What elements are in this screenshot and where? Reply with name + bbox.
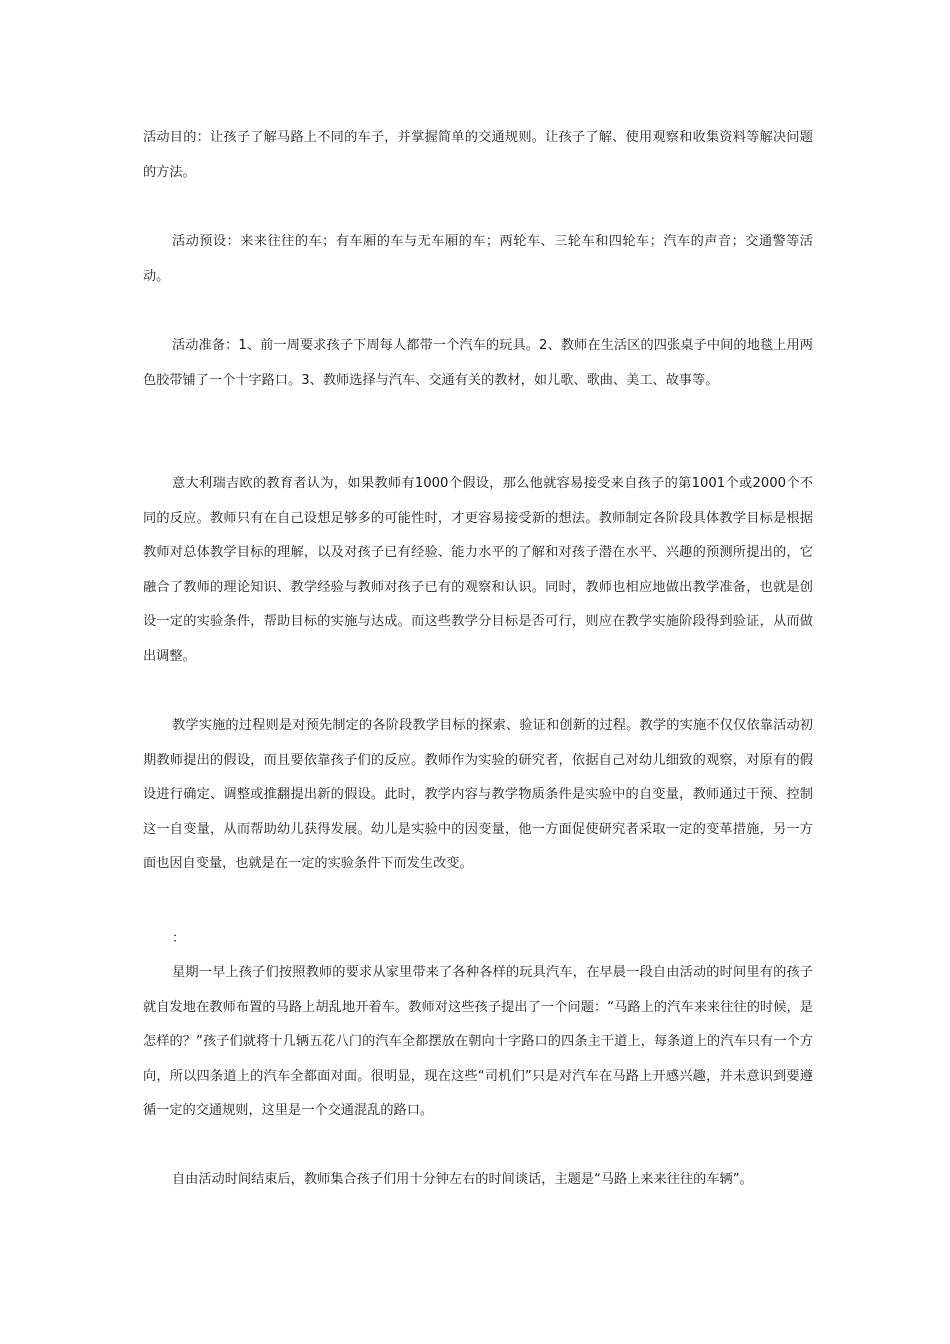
paragraph-activity-preparation: 活动准备：1、前一周要求孩子下周每人都带一个汽车的玩具。2、教师在生活区的四张桌子中间的地毯上用两色胶带铺了一个十字路口。3、教师选择与汽车、交通有关的教材，如儿歌、歌曲、美工、故事等。 [143,338,813,388]
paragraph-free-activity-end: 自由活动时间结束后，教师集合孩子们用十分钟左右的时间谈话，主题是“马路上来来往往的车辆”。 [172,1172,753,1187]
paragraph-activity-preset: 活动预设：来来往往的车；有车厢的车与无车厢的车；两轮车、三轮车和四轮车；汽车的声音；交通警等活动。 [143,234,813,284]
paragraph-monday-morning: 星期一早上孩子们按照教师的要求从家里带来了各种各样的玩具汽车，在早晨一段自由活动的时间里有的孩子就自发地在教师布置的马路上胡乱地开着车。教师对这些孩子提出了一个问题：“马路上的汽车来来往往的时候，是怎样的？”孩子们就将十几辆五花八门的汽车全都摆放在朝向十字路口的四条主干道上，每条道上的汽车只有一个方向，所以四条道上的汽车全都面对面。很明显，现在这些“司机们”只是对汽车在马路上开感兴趣，并未意识到要遵循一定的交通规则，这里是一个交通混乱的路口。 [143,965,813,1118]
paragraph-teaching-implementation: 教学实施的过程则是对预先制定的各阶段教学目标的探索、验证和创新的过程。教学的实施不仅仅依靠活动初期教师提出的假设，而且要依靠孩子们的反应。教师作为实验的研究者，依据自己对幼儿细致的观察，对原有的假设进行确定、调整或推翻提出新的假设。此时，教学内容与教学物质条件是实验中的自变量，教师通过干预、控制这一自变量，从而帮助幼儿获得发展。幼儿是实验中的因变量，他一方面促使研究者采取一定的变革措施，另一方面也因自变量，也就是在一定的实验条件下而发生改变。 [143,718,813,871]
paragraph-reggio-hypothesis: 意大利瑞吉欧的教育者认为，如果教师有1000个假设，那么他就容易接受来自孩子的第1001个或2000个不同的反应。教师只有在自己设想足够多的可能性时，才更容易接受新的想法。教师制定各阶段具体教学目标是根据教师对总体教学目标的理解，以及对孩子已有经验、能力水平的了解和对孩子潜在水平、兴趣的预测所提出的，它融合了教师的理论知识、教学经验与教师对孩子已有的观察和认识。同时，教师也相应地做出教学准备，也就是创设一定的实验条件，帮助目标的实施与达成。而这些教学分目标是否可行，则应在教学实施阶段得到验证，从而做出调整。 [143,476,813,664]
paragraph-activity-goal: 活动目的：让孩子了解马路上不同的车子，并掌握简单的交通规则。让孩子了解、使用观察和收集资料等解决问题的方法。 [143,130,813,180]
standalone-colon: ： [172,931,186,946]
